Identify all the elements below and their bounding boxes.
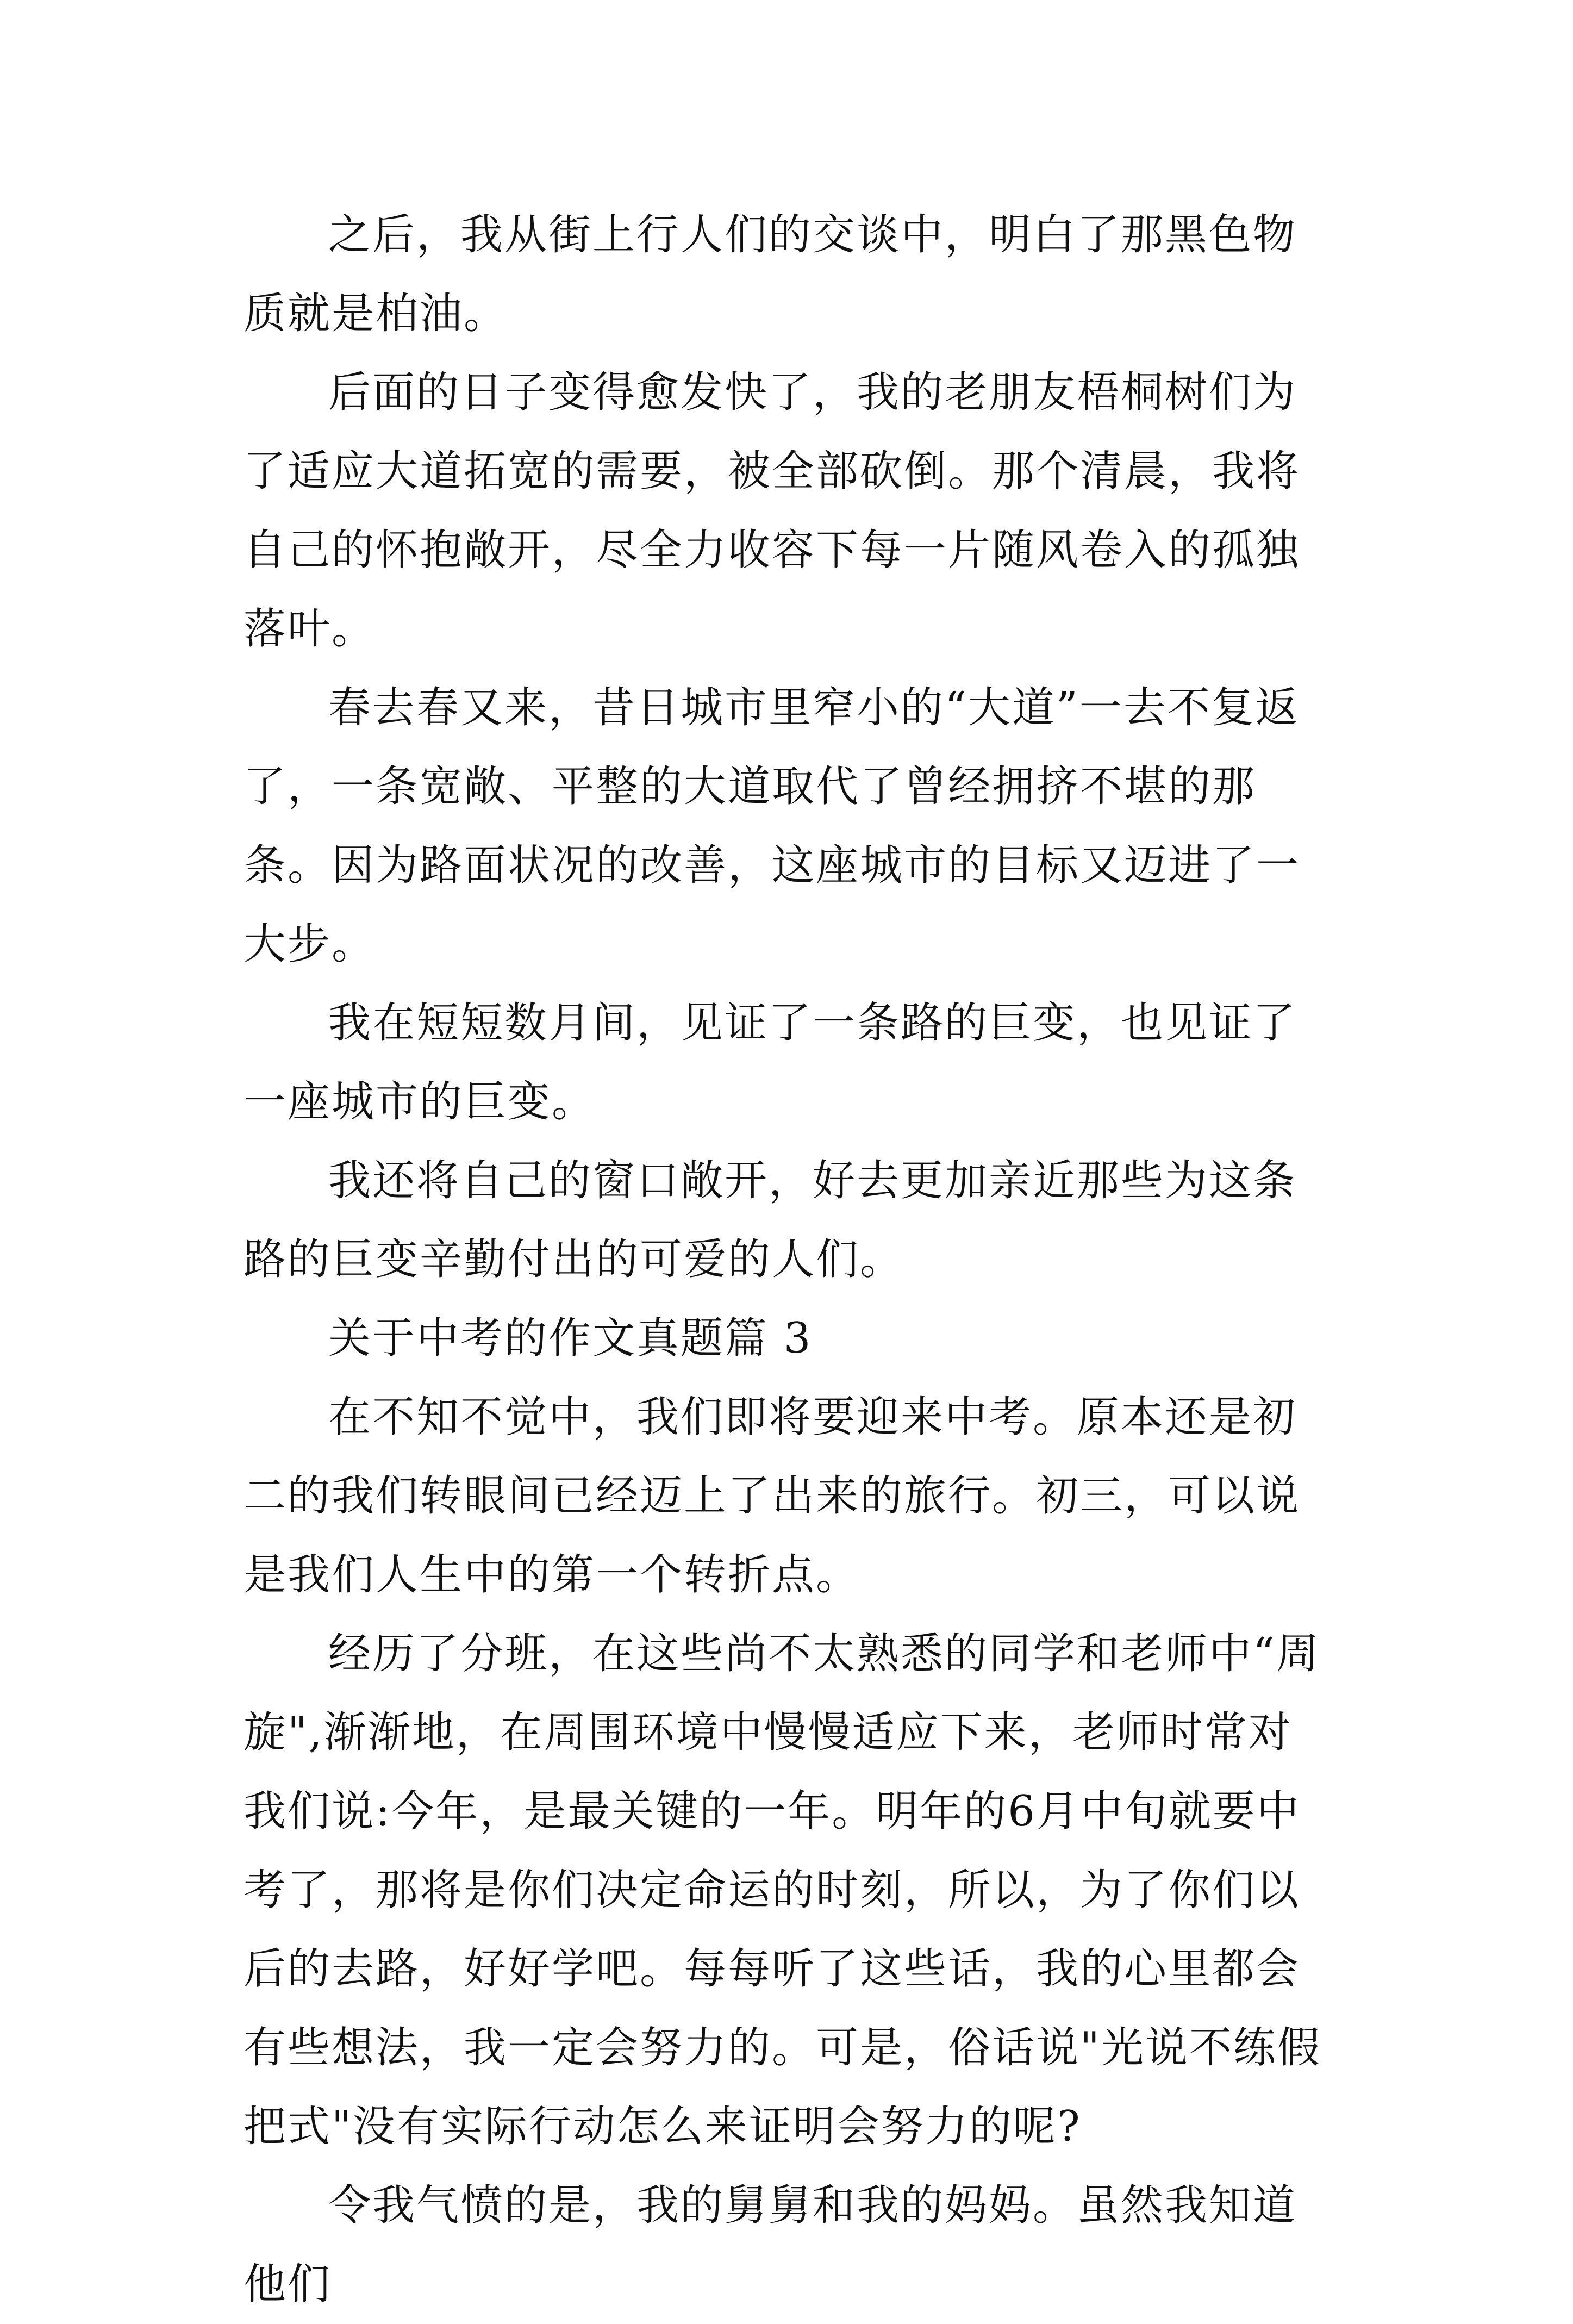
document-body	[244, 196, 1336, 2324]
section-heading: 关于中考的作文真题篇 3	[328, 1314, 813, 1363]
paragraph: 我在短短数月间，见证了一条路的巨变，也见证了一座城市的巨变。	[244, 999, 1297, 1126]
paragraph: 我还将自己的窗口敞开，好去更加亲近那些为这条路的巨变辛勤付出的可爱的人们。	[244, 1156, 1297, 1284]
paragraph: 在不知不觉中，我们即将要迎来中考。原本还是初二的我们转眼间已经迈上了出来的旅行。初三，可以说是我们人生中的第一个转折点。	[244, 1393, 1301, 1599]
paragraph: 之后，我从街上行人们的交谈中，明白了那黑色物质就是柏油。	[244, 210, 1297, 338]
paragraph: 令我气愤的是，我的舅舅和我的妈妈。虽然我知道他们	[244, 2181, 1297, 2309]
paragraph: 经历了分班，在这些尚不太熟悉的同学和老师中“周旋",渐渐地，在周围环境中慢慢适应下来，老师时常对我们说:今年，是最关键的一年。明年的6月中旬就要中考了，那将是你们决定命运的时刻，所以，为了你们以后的去路，好好学吧。每每听了这些话，我的心里都会有些想法，我一定会努力的。可是，俗话说"光说不练假把式"没有实际行动怎么来证明会努力的呢?	[244, 1629, 1321, 2151]
paragraph: 春去春又来，昔日城市里窄小的“大道”一去不复返了，一条宽敞、平整的大道取代了曾经拥挤不堪的那条。因为路面状况的改善，这座城市的目标又迈进了一大步。	[244, 683, 1301, 969]
paragraph: 后面的日子变得愈发快了，我的老朋友梧桐树们为了适应大道拓宽的需要，被全部砍倒。那个清晨，我将自己的怀抱敞开，尽全力收容下每一片随风卷入的孤独落叶。	[244, 368, 1301, 653]
